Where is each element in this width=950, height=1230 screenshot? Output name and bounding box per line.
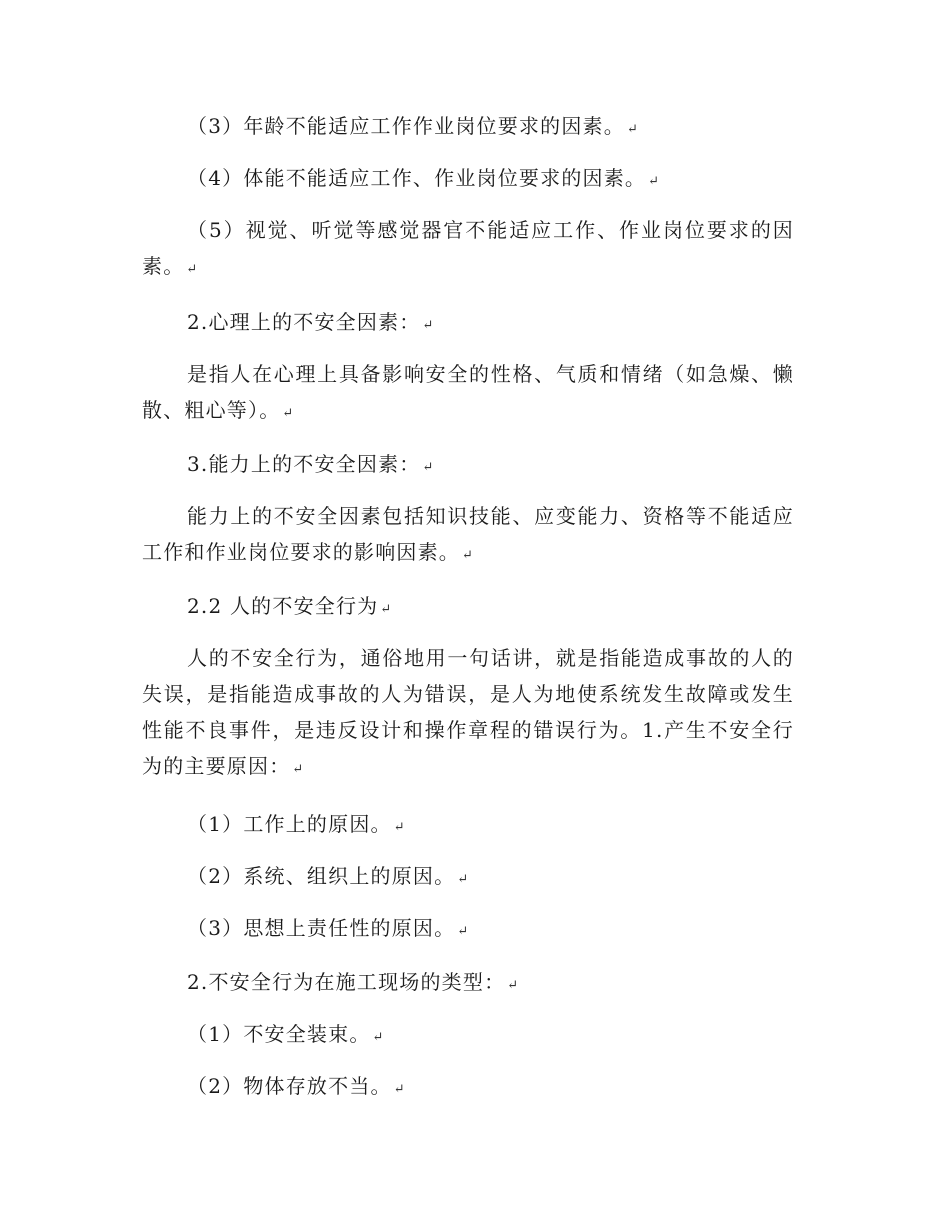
paragraph-mark-icon: ↵ [282, 406, 293, 421]
paragraph-mark-icon: ↵ [380, 602, 391, 617]
paragraph-mark-icon: ↵ [186, 262, 197, 277]
paragraph-mark-icon: ↵ [292, 762, 303, 777]
paragraph-5: 是指人在心理上具备影响安全的性格、气质和情绪（如急燥、懒散、粗心等）。 ↵ [142, 362, 794, 422]
paragraph-9: 人的不安全行为，通俗地用一句话讲，就是指能造成事故的人的失误，是指能造成事故的人为错误，是人为地使系统发生故障或发生性能不良事件，是违反设计和操作章程的错误行为。1.产生不安全行为的主要原因： ↵ [142, 646, 794, 778]
paragraph-4: 2.心理上的不安全因素： ↵ [187, 310, 433, 334]
paragraph-mark-icon: ↵ [507, 978, 518, 993]
paragraph-mark-icon: ↵ [393, 1082, 404, 1097]
paragraph-2: （4）体能不能适应工作、作业岗位要求的因素。 ↵ [187, 166, 659, 190]
paragraph-1: （3）年龄不能适应工作作业岗位要求的因素。 ↵ [187, 114, 637, 138]
paragraph-10: （1）工作上的原因。 ↵ [187, 812, 404, 836]
paragraph-mark-icon: ↵ [462, 548, 472, 563]
paragraph-14: （1）不安全装束。 ↵ [187, 1022, 383, 1046]
paragraph-8: 2.2 人的不安全行为 ↵ [187, 594, 391, 618]
paragraph-12: （3）思想上责任性的原因。 ↵ [187, 916, 468, 940]
paragraph-mark-icon: ↵ [422, 318, 433, 333]
paragraph-6: 3.能力上的不安全因素： ↵ [187, 452, 433, 476]
paragraph-mark-icon: ↵ [457, 924, 468, 939]
paragraph-mark-icon: ↵ [457, 872, 468, 887]
paragraph-15: （2）物体存放不当。 ↵ [187, 1074, 404, 1098]
paragraph-mark-icon: ↵ [372, 1030, 383, 1045]
paragraph-mark-icon: ↵ [648, 174, 659, 189]
paragraph-13: 2.不安全行为在施工现场的类型： ↵ [187, 970, 518, 994]
paragraph-mark-icon: ↵ [422, 460, 433, 475]
paragraph-7: 能力上的不安全因素包括知识技能、应变能力、资格等不能适应工作和作业岗位要求的影响因素。 ↵ [142, 504, 794, 564]
paragraph-mark-icon: ↵ [393, 820, 404, 835]
paragraph-11: （2）系统、组织上的原因。 ↵ [187, 864, 468, 888]
paragraph-3: （5）视觉、听觉等感觉器官不能适应工作、作业岗位要求的因素。 ↵ [142, 218, 794, 278]
paragraph-mark-icon: ↵ [626, 122, 637, 137]
